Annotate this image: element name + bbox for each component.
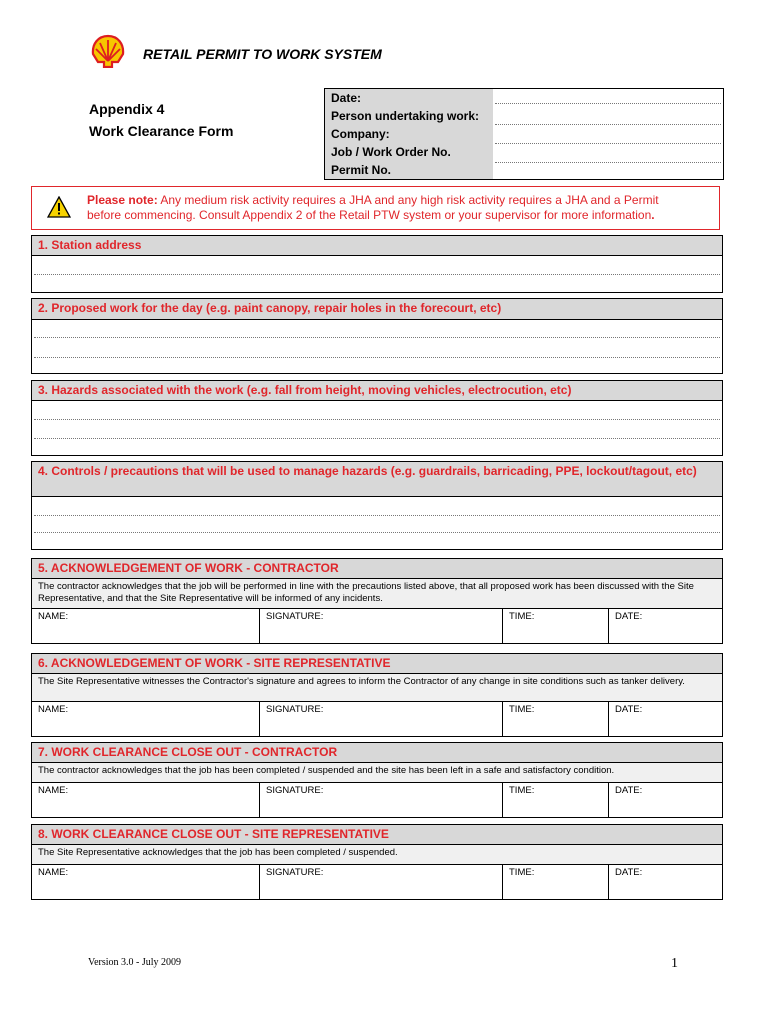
section-title: 2. Proposed work for the day (e.g. paint canopy, repair holes in the forecourt, etc) (32, 299, 722, 320)
date-cell[interactable]: DATE: (615, 867, 643, 878)
time-cell[interactable]: TIME: (503, 609, 609, 643)
time-cell[interactable]: TIME: (503, 783, 609, 817)
entry-line[interactable] (34, 274, 720, 275)
section-description: The Site Representative witnesses the Contractor's signature and agrees to inform the Contractor of any change in site conditions such as tanker delivery. (32, 674, 722, 702)
company-field[interactable] (495, 143, 721, 144)
job-order-field[interactable] (495, 162, 721, 163)
signature-cell[interactable]: SIGNATURE: (260, 865, 503, 899)
system-title: RETAIL PERMIT TO WORK SYSTEM (143, 46, 382, 62)
section-close-out-site-rep (31, 824, 723, 900)
person-label: Person undertaking work: (331, 109, 480, 123)
name-cell[interactable]: NAME: (32, 609, 260, 643)
person-field[interactable] (495, 124, 721, 125)
entry-line[interactable] (34, 337, 720, 338)
permit-no-label: Permit No. (331, 163, 392, 177)
name-cell[interactable]: NAME: (32, 783, 260, 817)
section-ack-contractor (31, 558, 723, 644)
section-title: 4. Controls / precautions that will be used to manage hazards (e.g. guardrails, barricading, PPE, lockout/tagout, etc) (32, 462, 722, 497)
date-label: Date: (331, 91, 362, 105)
note-label: Please note: (87, 193, 158, 207)
company-label: Company: (331, 127, 390, 141)
note-end: . (651, 208, 655, 222)
date-cell[interactable]: DATE: (615, 704, 643, 715)
warning-icon (47, 196, 71, 218)
section-station-address (31, 235, 723, 293)
section-proposed-work (31, 298, 723, 374)
signature-cell[interactable]: SIGNATURE: (260, 783, 503, 817)
page-number: 1 (671, 956, 678, 971)
name-cell[interactable]: NAME: (32, 865, 260, 899)
section-title: 1. Station address (32, 236, 722, 256)
date-cell[interactable]: DATE: (615, 785, 643, 796)
time-cell[interactable]: TIME: (503, 702, 609, 736)
entry-line[interactable] (34, 515, 720, 516)
name-cell[interactable]: NAME: (32, 702, 260, 736)
section-title: 5. ACKNOWLEDGEMENT OF WORK - CONTRACTOR (32, 559, 722, 579)
entry-line[interactable] (34, 419, 720, 420)
section-description: The Site Representative acknowledges that the job has been completed / suspended. (32, 845, 722, 865)
signature-row (32, 702, 722, 736)
section-description: The contractor acknowledges that the job will be performed in line with the precautions listed above, that all proposed work has been discussed with the Site Representative, and that the Site Representative will be informed of any incidents. (32, 579, 722, 609)
note-line-2: before commencing. Consult Appendix 2 of the Retail PTW system or your supervisor for more information (87, 208, 652, 222)
date-field[interactable] (495, 103, 721, 104)
version-footer: Version 3.0 - July 2009 (88, 957, 182, 968)
section-close-out-contractor (31, 742, 723, 818)
signature-row (32, 865, 722, 899)
please-note-box (31, 186, 720, 230)
section-title: 8. WORK CLEARANCE CLOSE OUT - SITE REPRESENTATIVE (32, 825, 722, 845)
section-title: 7. WORK CLEARANCE CLOSE OUT - CONTRACTOR (32, 743, 722, 763)
section-title: 6. ACKNOWLEDGEMENT OF WORK - SITE REPRESENTATIVE (32, 654, 722, 674)
note-text (87, 193, 707, 223)
form-title: Work Clearance Form (89, 123, 234, 139)
entry-line[interactable] (34, 357, 720, 358)
section-description: The contractor acknowledges that the job has been completed / suspended and the site has been left in a safe and satisfactory condition. (32, 763, 722, 783)
section-ack-site-rep (31, 653, 723, 737)
shell-logo (90, 34, 126, 68)
signature-cell[interactable]: SIGNATURE: (260, 702, 503, 736)
signature-row (32, 609, 722, 643)
section-title: 3. Hazards associated with the work (e.g. fall from height, moving vehicles, electrocution, etc) (32, 381, 722, 401)
appendix-label: Appendix 4 (89, 101, 165, 117)
job-order-label: Job / Work Order No. (331, 145, 451, 159)
entry-line[interactable] (34, 438, 720, 439)
entry-line[interactable] (34, 532, 720, 533)
section-hazards (31, 380, 723, 456)
appendix-heading (89, 98, 233, 142)
signature-cell[interactable]: SIGNATURE: (260, 609, 503, 643)
note-line-1: Any medium risk activity requires a JHA and any high risk activity requires a JHA and a Permit (160, 193, 659, 207)
section-controls (31, 461, 723, 550)
date-cell[interactable]: DATE: (615, 611, 643, 622)
time-cell[interactable]: TIME: (503, 865, 609, 899)
permit-info-box (324, 88, 724, 180)
signature-row (32, 783, 722, 817)
